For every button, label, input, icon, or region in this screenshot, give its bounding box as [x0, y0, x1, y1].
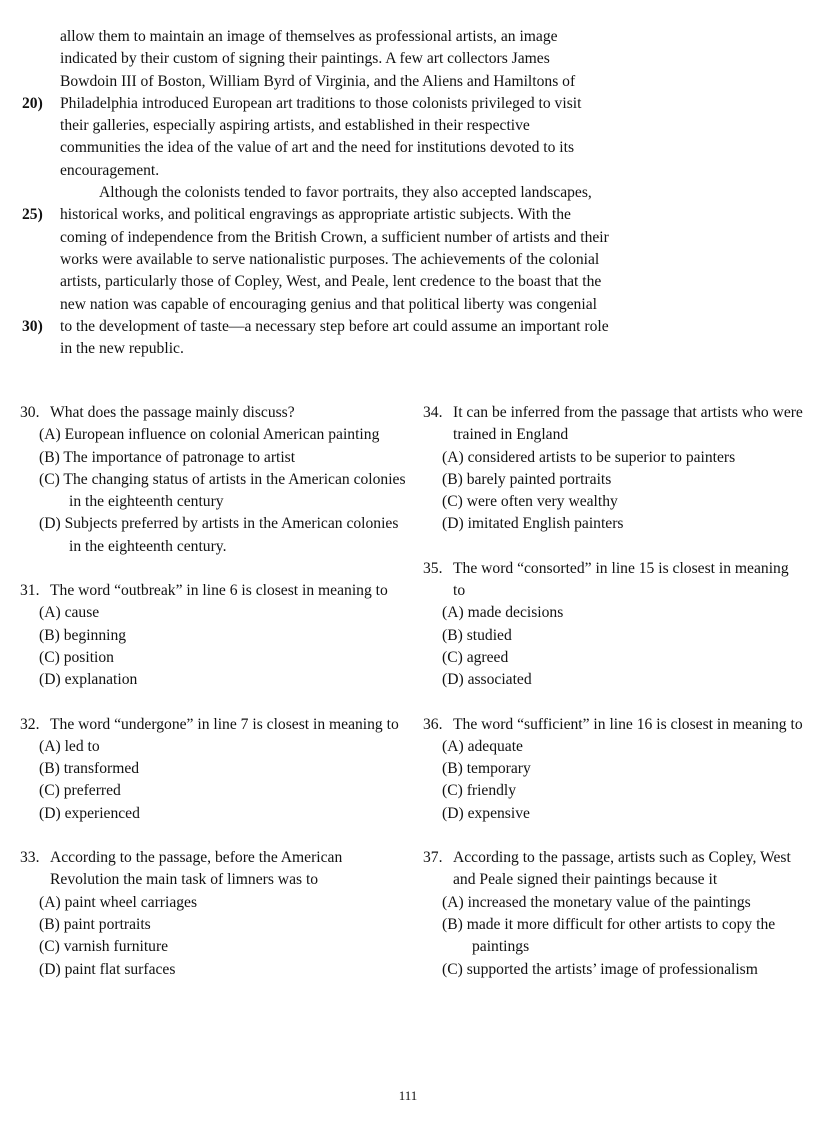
question-stem [20, 580, 410, 602]
question-33 [20, 847, 410, 981]
answer-option[interactable] [20, 780, 410, 802]
answer-option[interactable] [20, 469, 410, 514]
option-text: imitated English painters [467, 515, 624, 533]
question-stem [20, 847, 410, 892]
passage-line [22, 93, 742, 115]
questions-left-column [20, 402, 410, 1003]
option-label: (A) [442, 604, 464, 622]
answer-option[interactable] [423, 602, 803, 624]
option-text: preferred [63, 782, 121, 800]
option-label: (B) [39, 448, 60, 466]
answer-option[interactable] [423, 780, 803, 802]
question-stem [423, 714, 803, 736]
option-label: (C) [39, 938, 60, 956]
answer-option[interactable] [423, 736, 803, 758]
passage-line [22, 137, 742, 159]
passage-line [22, 249, 742, 271]
question-stem [423, 402, 803, 447]
passage-line-text: to the development of taste—a necessary step before art could assume an important role [60, 317, 609, 335]
question-number: 30. [20, 404, 40, 421]
option-text: led to [64, 737, 100, 755]
option-label: (C) [39, 782, 60, 800]
answer-option[interactable] [20, 803, 410, 825]
passage-line-text: Although the colonists tended to favor portraits, they also accepted landscapes, [99, 184, 592, 202]
passage-line-text: new nation was capable of encouraging genius and that political liberty was congenial [60, 295, 597, 313]
option-label: (D) [39, 515, 61, 533]
option-label: (A) [442, 448, 464, 466]
passage-line [22, 316, 742, 338]
answer-option[interactable] [423, 647, 803, 669]
option-text: supported the artists’ image of professionalism [466, 960, 758, 978]
option-label: (D) [39, 804, 61, 822]
passage-line [22, 271, 742, 293]
option-label: (C) [39, 648, 60, 666]
answer-option[interactable] [20, 758, 410, 780]
option-text: cause [64, 604, 100, 622]
passage-line [22, 160, 742, 182]
option-label: (B) [442, 470, 463, 488]
passage-line [22, 115, 742, 137]
option-label: (D) [442, 671, 464, 689]
answer-option[interactable] [423, 513, 803, 535]
option-label: (A) [442, 893, 464, 911]
option-label: (C) [442, 648, 463, 666]
question-number: 32. [20, 715, 40, 733]
option-label: (C) [442, 960, 463, 978]
answer-option[interactable] [423, 447, 803, 469]
option-text: associated [467, 671, 532, 689]
question-text: What does the passage mainly discuss? [50, 404, 295, 421]
option-text: paint portraits [63, 915, 151, 933]
option-text: barely painted portraits [466, 470, 612, 488]
option-text: were often very wealthy [466, 493, 618, 511]
option-text: The importance of patronage to artist [63, 448, 296, 466]
question-32 [20, 714, 410, 825]
question-number: 37. [423, 849, 443, 867]
passage-line-text: allow them to maintain an image of themselves as professional artists, an image [60, 28, 558, 45]
option-label: (D) [39, 960, 61, 978]
option-label: (B) [39, 915, 60, 933]
option-text: considered artists to be superior to painters [467, 448, 736, 466]
passage-line [22, 71, 742, 93]
option-text: experienced [64, 804, 140, 822]
option-label: (C) [442, 493, 463, 511]
question-number: 34. [423, 404, 443, 421]
question-36 [423, 714, 803, 825]
option-text: transformed [63, 760, 140, 778]
question-stem [20, 714, 410, 736]
passage-line-text: works were available to serve nationalistic purposes. The achievements of the colonial [60, 250, 600, 268]
answer-option[interactable] [20, 914, 410, 936]
passage-line [22, 26, 742, 48]
line-number: 25) [22, 206, 43, 224]
answer-option[interactable] [423, 469, 803, 491]
answer-option[interactable] [423, 803, 803, 825]
passage-line-text: their galleries, especially aspiring artists, and established in their respective [60, 117, 530, 135]
passage-line-text: historical works, and political engravings as appropriate artistic subjects. With the [60, 206, 571, 224]
option-label: (B) [442, 760, 463, 778]
option-text: beginning [63, 626, 127, 644]
reading-passage [22, 26, 742, 360]
question-number: 33. [20, 849, 40, 867]
option-label: (A) [442, 737, 464, 755]
option-label: (B) [442, 626, 463, 644]
option-text: adequate [467, 737, 523, 755]
option-label: (B) [39, 760, 60, 778]
question-30 [20, 402, 410, 558]
passage-line-text: Bowdoin III of Boston, William Byrd of Virginia, and the Aliens and Hamiltons of [60, 72, 576, 90]
question-text: The word “consorted” in line 15 is closest in meaning to [453, 559, 789, 600]
option-text: Subjects preferred by artists in the American colonies in the eighteenth century. [64, 515, 399, 555]
line-number: 30) [22, 317, 43, 335]
option-text: paint flat surfaces [64, 960, 176, 978]
option-text: position [63, 648, 114, 666]
option-label: (C) [39, 470, 60, 488]
option-text: studied [466, 626, 512, 644]
answer-option[interactable] [20, 959, 410, 981]
option-text: paint wheel carriages [64, 893, 198, 911]
answer-option[interactable] [20, 625, 410, 647]
answer-option[interactable] [423, 892, 803, 914]
answer-option[interactable] [20, 669, 410, 691]
passage-line-text: artists, particularly those of Copley, West, and Peale, lent credence to the boast that the [60, 273, 602, 291]
answer-option[interactable] [20, 892, 410, 914]
option-label: (A) [39, 604, 61, 622]
passage-line-text: coming of independence from the British Crown, a sufficient number of artists and their [60, 228, 609, 246]
option-text: The changing status of artists in the American colonies in the eighteenth century [63, 470, 406, 511]
question-34 [423, 402, 803, 536]
answer-option[interactable] [423, 758, 803, 780]
answer-option[interactable] [423, 669, 803, 691]
passage-line [22, 204, 742, 226]
option-text: expensive [467, 804, 530, 822]
question-37 [423, 847, 803, 981]
question-number: 35. [423, 559, 443, 577]
question-text: The word “sufficient” in line 16 is closest in meaning to [453, 715, 803, 733]
passage-line-text: communities the idea of the value of art and the need for institutions devoted to its [60, 139, 575, 157]
option-text: explanation [64, 671, 138, 689]
option-label: (A) [39, 426, 61, 444]
line-number: 20) [22, 94, 43, 112]
option-label: (B) [442, 915, 463, 933]
option-text: made it more difficult for other artists to copy the paintings [466, 915, 776, 956]
question-number: 31. [20, 582, 40, 600]
answer-option[interactable] [20, 424, 410, 446]
question-stem [423, 558, 803, 603]
answer-option[interactable] [423, 625, 803, 647]
question-text: According to the passage, artists such as Copley, West and Peale signed their paintings because it [453, 849, 791, 889]
passage-line-text: in the new republic. [60, 340, 184, 358]
question-number: 36. [423, 715, 443, 733]
question-stem [423, 847, 803, 892]
option-label: (D) [442, 515, 464, 533]
answer-option[interactable] [423, 959, 803, 981]
question-35 [423, 558, 803, 692]
answer-option[interactable] [20, 602, 410, 624]
answer-option[interactable] [20, 736, 410, 758]
answer-option[interactable] [20, 936, 410, 958]
option-text: temporary [466, 760, 531, 778]
option-text: friendly [466, 782, 517, 800]
option-text: varnish furniture [63, 938, 169, 956]
questions-right-column [423, 402, 803, 1003]
question-stem [20, 402, 410, 424]
question-text: The word “undergone” in line 7 is closest in meaning to [50, 715, 399, 733]
page-number: 111 [398, 1088, 418, 1103]
answer-option[interactable] [423, 914, 803, 959]
passage-line-text: Philadelphia introduced European art traditions to those colonists privileged to visit [60, 94, 582, 112]
answer-option[interactable] [20, 513, 410, 558]
question-text: According to the passage, before the American Revolution the main task of limners was to [50, 849, 343, 889]
option-label: (C) [442, 782, 463, 800]
option-text: European influence on colonial American painting [64, 426, 380, 444]
option-label: (D) [442, 804, 464, 822]
question-text: It can be inferred from the passage that artists who were trained in England [453, 404, 803, 444]
passage-line [22, 338, 742, 360]
answer-option[interactable] [20, 447, 410, 469]
passage-line [22, 48, 742, 70]
passage-line-text: indicated by their custom of signing their paintings. A few art collectors James [60, 50, 550, 68]
option-text: increased the monetary value of the paintings [467, 893, 751, 911]
question-31 [20, 580, 410, 691]
option-text: agreed [466, 648, 509, 666]
passage-line [22, 294, 742, 316]
question-text: The word “outbreak” in line 6 is closest in meaning to [50, 582, 388, 600]
answer-option[interactable] [423, 491, 803, 513]
option-text: made decisions [467, 604, 564, 622]
option-label: (A) [39, 893, 61, 911]
passage-line [22, 182, 742, 204]
passage-line-text: encouragement. [60, 161, 160, 179]
answer-option[interactable] [20, 647, 410, 669]
option-label: (D) [39, 671, 61, 689]
passage-line [22, 227, 742, 249]
option-label: (B) [39, 626, 60, 644]
option-label: (A) [39, 737, 61, 755]
